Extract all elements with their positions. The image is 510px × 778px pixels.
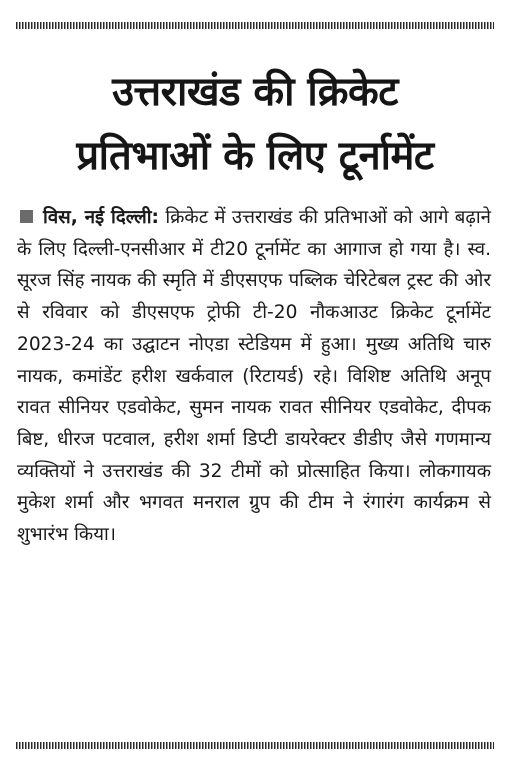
dateline: विस, नई दिल्ली:: [43, 207, 159, 228]
bottom-dotted-rule: [16, 742, 494, 749]
headline-line-2: प्रतिभाओं के लिए टूर्नामेंट: [76, 133, 434, 179]
article-text: क्रिकेट में उत्तराखंड की प्रतिभाओं को आगे बढ़ाने के लिए दिल्ली-एनसीआर में टी20 टूर्नामेंट का आगाज हो गया है। स्व. सूरज सिंह नायक की स्मृति में डीएसएफ पब्लिक चेरिटेबल ट्रस्ट की ओर से रविवार को डीएसएफ ट्रोफी टी-20 नौकआउट क्रिकेट टूर्नामेंट 2023-24 का उद्घाटन नोएडा स्टेडियम में हुआ। मुख्य अतिथि चारु नायक, कमांडेंट हरीश खर्कवाल (रिटायर्ड) रहे। विशिष्ट अतिथि अनूप रावत सीनियर एडवोकेट, सुमन नायक रावत सीनियर एडवोकेट, दीपक बिष्ट, धीरज पटवाल, हरीश शर्मा डिप्टी डायरेक्टर डीडीए जैसे गणमान्य व्यक्तियों ने उत्तराखंड की 32 टीमों को प्रोत्साहित किया। लोकगायक मुकेश शर्मा और भगवत मनराल ग्रुप की टीम ने रंगारंग कार्यक्रम से शुभारंभ किया।: [17, 207, 491, 546]
headline-line-1: उत्तराखंड की क्रिकेट: [112, 69, 398, 115]
square-bullet-icon: [20, 210, 33, 223]
top-dotted-rule: [16, 22, 494, 29]
article-body: [17, 202, 491, 551]
headline: [10, 60, 500, 188]
